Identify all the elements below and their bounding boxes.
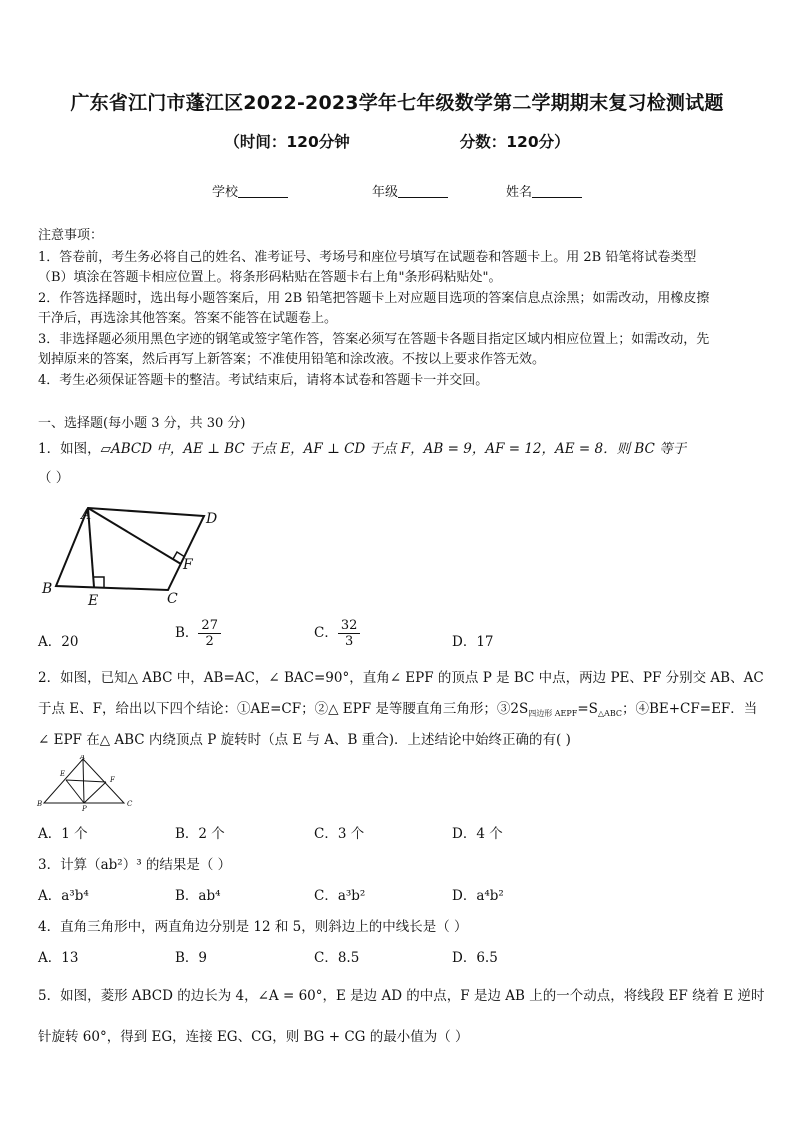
fraction-32-3: $\frac{32}{3}$: [338, 618, 361, 649]
label-e2: E: [60, 770, 66, 778]
label-c2: C: [127, 800, 133, 808]
q2-option-b: B．2 个: [175, 826, 225, 842]
q4-option-d: D．6.5: [452, 950, 498, 966]
label-d: D: [206, 511, 218, 527]
notice-line-2: （B）填涂在答题卡相应位置上。将条形码粘贴在答题卡右上角"条形码粘贴处"。: [38, 270, 502, 285]
question-3-text: 3．计算（ab²）³ 的结果是（ ）: [38, 857, 232, 873]
label-p2: P: [82, 805, 87, 813]
q3-option-a: A．a³b⁴: [38, 888, 89, 904]
score-label: 分数：120分）: [459, 133, 570, 151]
label-a: A: [81, 507, 92, 523]
q4-option-b: B．9: [175, 950, 208, 966]
label-a2: A: [80, 755, 86, 761]
q2-option-d: D．4 个: [452, 826, 503, 842]
question-2-line-3: ∠ EPF 在△ ABC 内绕顶点 P 旋转时（点 E 与 A、B 重合)．上述结论中始终正确的有( ): [38, 732, 571, 748]
grade-blank: [398, 184, 448, 198]
label-f: F: [183, 557, 193, 573]
name-field: 姓名: [506, 181, 582, 200]
question-5-line-1: 5．如图，菱形 ABCD 的边长为 4，∠A = 60°，E 是边 AD 的中点，F 是边 AB 上的一个动点，将线段 EF 绕着 E 逆时: [38, 988, 765, 1004]
question-1-text: 1．如图，▱ABCD 中，AE ⊥ BC 于点 E，AF ⊥ CD 于点 F，AB = 9，AF = 12，AE = 8．则 BC 等于: [38, 441, 687, 457]
fraction-27-2: $\frac{27}{2}$: [198, 618, 221, 649]
name-blank: [532, 184, 582, 198]
notice-heading: 注意事项：: [38, 228, 104, 243]
time-score-line: [0, 130, 794, 152]
segment-ef: [66, 780, 106, 782]
school-field: 学校: [212, 181, 288, 200]
notice-line-3: 2．作答选择题时，选出每小题答案后，用 2B 铅笔把答题卡上对应题目选项的答案信息点涂黑；如需改动，用橡皮擦: [38, 291, 710, 306]
section-heading: 一、选择题(每小题 3 分，共 30 分): [38, 416, 246, 431]
label-f2: F: [110, 776, 115, 784]
question-5-line-2: 针旋转 60°，得到 EG，连接 EG、CG，则 BG + CG 的最小值为（ ）: [38, 1029, 469, 1045]
q4-option-c: C．8.5: [314, 950, 360, 966]
q3-option-b: B．ab⁴: [175, 888, 221, 904]
q1-option-d: D．17: [452, 634, 494, 650]
notice-line-6: 划掉原来的答案，然后再写上新答案；不准使用铅笔和涂改液。不按以上要求作答无效。: [38, 352, 546, 367]
parallelogram-abcd: [56, 508, 204, 590]
q3-option-d: D．a⁴b²: [452, 888, 504, 904]
segment-af: [88, 508, 181, 564]
segment-ep: [66, 780, 84, 803]
page-title: 广东省江门市蓬江区2022-2023学年七年级数学第二学期期末复习检测试题: [70, 92, 724, 114]
label-e: E: [88, 593, 99, 609]
label-b: B: [42, 581, 53, 597]
question-2-figure: [36, 755, 140, 813]
question-1-figure: [38, 500, 228, 612]
notice-line-5: 3．非选择题必须用黑色字迹的钢笔或签字笔作答，答案必须写在答题卡各题目指定区域内相应位置上；如需改动，先: [38, 332, 710, 347]
time-label: （时间：120分钟: [224, 133, 350, 151]
notice-line-4: 干净后，再选涂其他答案。答案不能答在试题卷上。: [38, 311, 338, 326]
q2-option-a: A．1 个: [38, 826, 88, 842]
question-4-text: 4．直角三角形中，两直角边分别是 12 和 5，则斜边上的中线长是（ ）: [38, 919, 468, 935]
notice-line-7: 4．考生必须保证答题卡的整洁。考试结束后，请将本试卷和答题卡一并交回。: [38, 373, 489, 388]
notice-line-1: 1．答卷前，考生务必将自己的姓名、准考证号、考场号和座位号填写在试题卷和答题卡上。用 2B 铅笔将试卷类型: [38, 250, 697, 265]
parallelogram-symbol: ▱: [100, 441, 111, 457]
q1-option-a: A．20: [38, 634, 79, 650]
label-b2: B: [37, 800, 43, 808]
q2-option-c: C．3 个: [314, 826, 365, 842]
question-2-line-2: 于点 E、F，给出以下四个结论：①AE=CF；②△ EPF 是等腰直角三角形；$③2S_{四边形 AEPF}=S_{\triangle ABC}$；④BE+CF=EF．当: [38, 701, 758, 718]
grade-field: 年级: [372, 181, 448, 200]
label-c: C: [167, 591, 178, 607]
q3-option-c: C．a³b²: [314, 888, 366, 904]
q4-option-a: A．13: [38, 950, 79, 966]
q1-option-b: B． $\frac{27}{2}$: [175, 618, 221, 649]
segment-pf: [84, 782, 106, 803]
q1-option-c: C． $\frac{32}{3}$: [314, 618, 360, 649]
right-angle-e: [94, 577, 104, 587]
school-blank: [238, 184, 288, 198]
question-1-paren: （ ）: [38, 470, 70, 486]
question-2-line-1: 2．如图，已知△ ABC 中，AB=AC，∠ BAC=90°，直角∠ EPF 的顶点 P 是 BC 中点，两边 PE、PF 分别交 AB、AC: [38, 670, 764, 686]
